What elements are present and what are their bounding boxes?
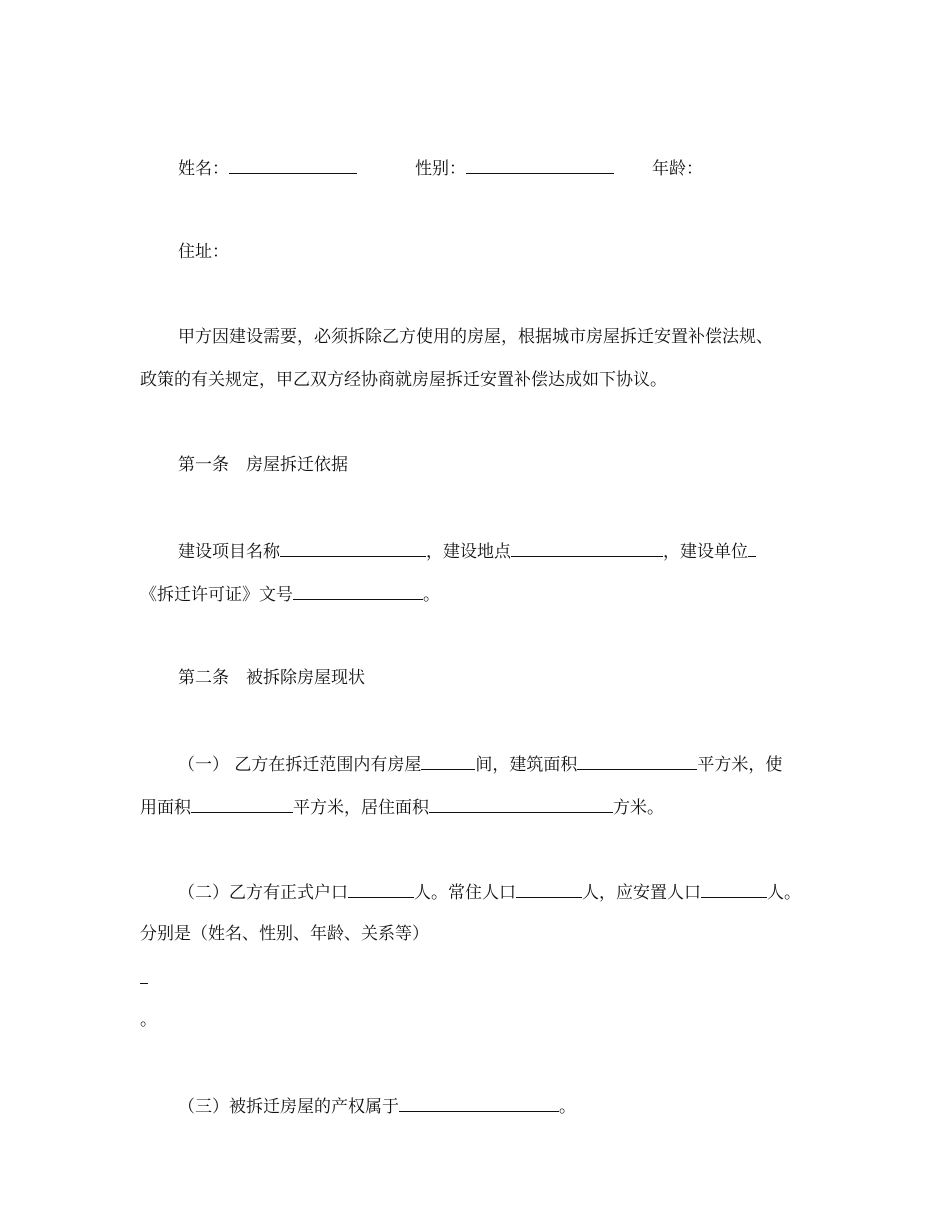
living-area-unit: 方米。 [613,798,664,818]
article1-title: 第一条 房屋拆迁依据 [178,455,348,475]
item1-row-2 [140,795,664,819]
floor-area-blank[interactable] [577,752,697,770]
resettle-unit: 人。 [767,883,801,903]
address-label: 住址： [178,242,229,262]
registered-unit: 人。常住人口 [414,883,516,903]
item2-list-blank-row [140,966,148,990]
permit-label: 《拆迁许可证》文号 [140,585,293,605]
resettle-blank[interactable] [701,880,767,898]
rooms-unit: 间，建筑面积 [475,755,578,775]
site-label: ，建设地点 [426,542,511,562]
usable-area-label: 用面积 [140,798,191,818]
name-blank[interactable] [229,156,357,174]
item3-period: 。 [559,1097,576,1117]
site-blank[interactable] [511,539,663,557]
party-b-info-row [178,156,703,180]
article2-title: 第二条 被拆除房屋现状 [178,668,365,688]
floor-area-unit: 平方米，使 [697,755,783,775]
resident-blank[interactable] [516,880,582,898]
usable-area-unit: 平方米，居住面积 [293,798,429,818]
article1-permit-row [140,582,440,606]
living-area-blank[interactable] [429,795,613,813]
usable-area-blank[interactable] [191,795,293,813]
member-list-blank[interactable] [140,966,148,984]
gender-label: 性别： [415,159,466,179]
permit-period: 。 [423,585,440,605]
address-row [178,241,229,263]
item3-prefix: （三）被拆迁房屋的产权属于 [178,1097,399,1117]
rooms-blank[interactable] [421,752,475,770]
age-label: 年龄： [652,159,703,179]
gender-blank[interactable] [466,156,614,174]
item2-prefix: （二）乙方有正式户口 [178,883,348,903]
preamble-line-1: 甲方因建设需要，必须拆除乙方使用的房屋，根据城市房屋拆迁安置补偿法规、 [178,327,773,347]
unit-label: ，建设单位 [663,542,748,562]
preamble-line-2: 政策的有关规定，甲乙双方经协商就房屋拆迁安置补偿达成如下协议。 [140,370,667,390]
project-name-label: 建设项目名称 [178,542,280,562]
item3-row [178,1094,576,1118]
item2-list-label: 分别是（姓名、性别、年龄、关系等） [140,924,429,944]
resident-unit: 人，应安置人口 [582,883,701,903]
item2-row-1 [178,880,801,904]
name-label: 姓名： [178,159,229,179]
unit-blank[interactable] [748,539,756,557]
item1-row-1 [178,752,782,776]
article1-project-row [178,539,756,563]
item1-prefix: （一） 乙方在拆迁范围内有房屋 [178,755,422,775]
permit-blank[interactable] [293,582,423,600]
project-name-blank[interactable] [280,539,426,557]
owner-blank[interactable] [399,1094,559,1112]
registered-blank[interactable] [348,880,414,898]
item2-end-mark: 。 [140,1010,157,1030]
